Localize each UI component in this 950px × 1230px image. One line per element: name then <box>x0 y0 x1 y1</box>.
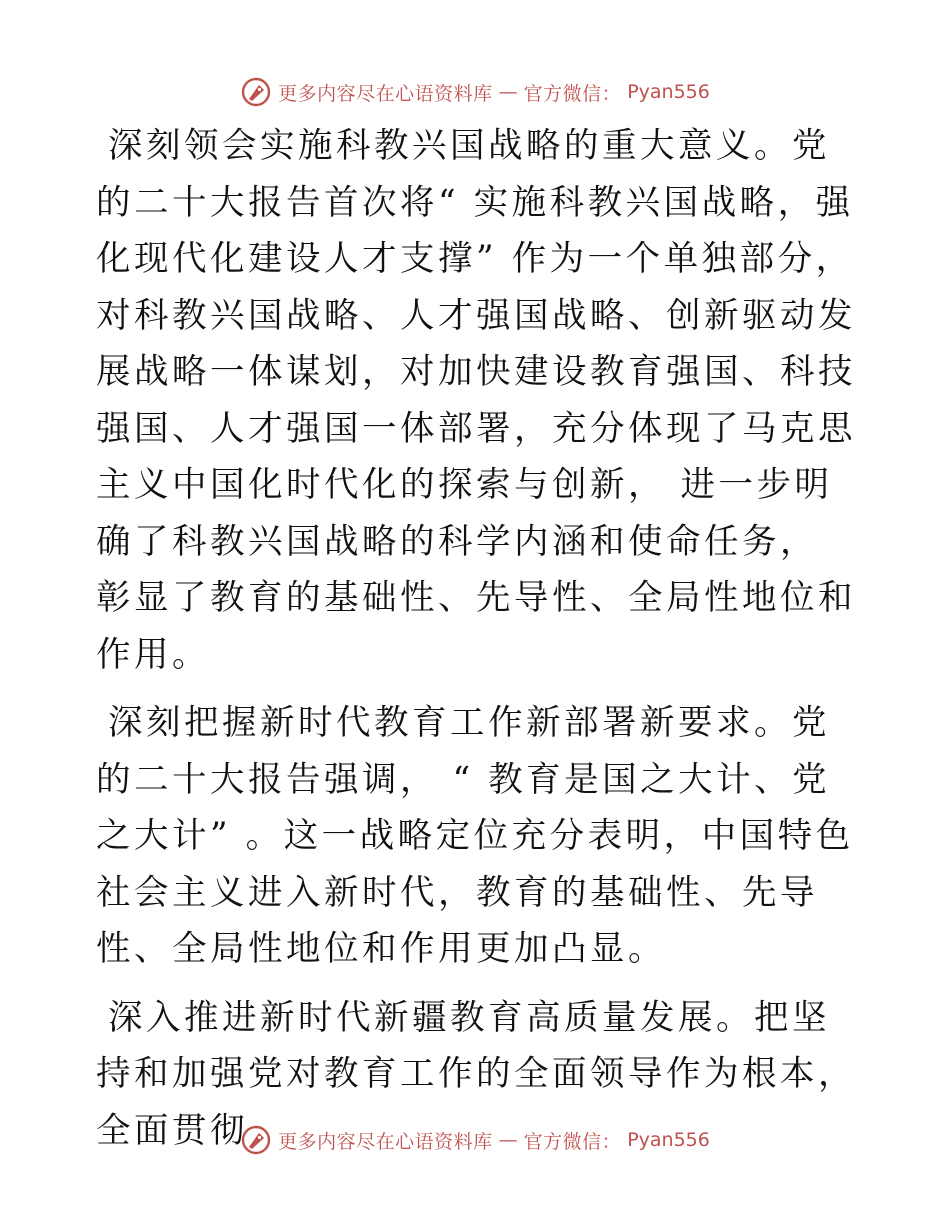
header-watermark <box>0 72 950 112</box>
paragraph-1 <box>96 118 856 683</box>
paragraph-1-text: 深刻领会实施科教兴国战略的重大意义。党的二十大报告首次将“ 实施科教兴国战略，强化现代化建设人才支撑” 作为一个单独部分，对科教兴国战略、人才强国战略、创新驱动发展战略一体谋划，对加快建设教育强国、科技强国、人才强国一体部署，充分体现了马克思主义中国化时代化的探索与创新， 进一步明确了科教兴国战略的科学内涵和使命任务， 彰显了教育的基础性、先导性、全局性地位和作用。 <box>96 126 856 675</box>
pen-nib-logo-icon <box>240 1124 272 1156</box>
watermark-wechat-label: 官方微信： <box>523 82 622 105</box>
watermark-site-text: 更多内容尽在心语资料库 <box>278 82 493 105</box>
watermark-wechat-id: Pyan556 <box>627 81 710 103</box>
watermark-site-text: 更多内容尽在心语资料库 <box>278 1130 493 1153</box>
paragraph-2 <box>96 695 856 978</box>
watermark-wechat-id: Pyan556 <box>627 1129 710 1151</box>
footer-watermark <box>0 1120 950 1160</box>
watermark-separator: — <box>498 81 518 103</box>
paragraph-2-text: 深刻把握新时代教育工作新部署新要求。党的二十大报告强调， “ 教育是国之大计、党之大计” 。这一战略定位充分表明，中国特色社会主义进入新时代，教育的基础性、先导性、全局性地位和作用更加凸显。 <box>96 703 854 969</box>
paragraph-3-text: 深入推进新时代新疆教育高质量发展。把坚持和加强党对教育工作的全面领导作为根本，全面贯彻 <box>96 997 856 1151</box>
document-body <box>96 118 856 1171</box>
watermark-separator: — <box>498 1129 518 1151</box>
watermark-wechat-label: 官方微信： <box>523 1130 622 1153</box>
pen-nib-logo-icon <box>240 76 272 108</box>
